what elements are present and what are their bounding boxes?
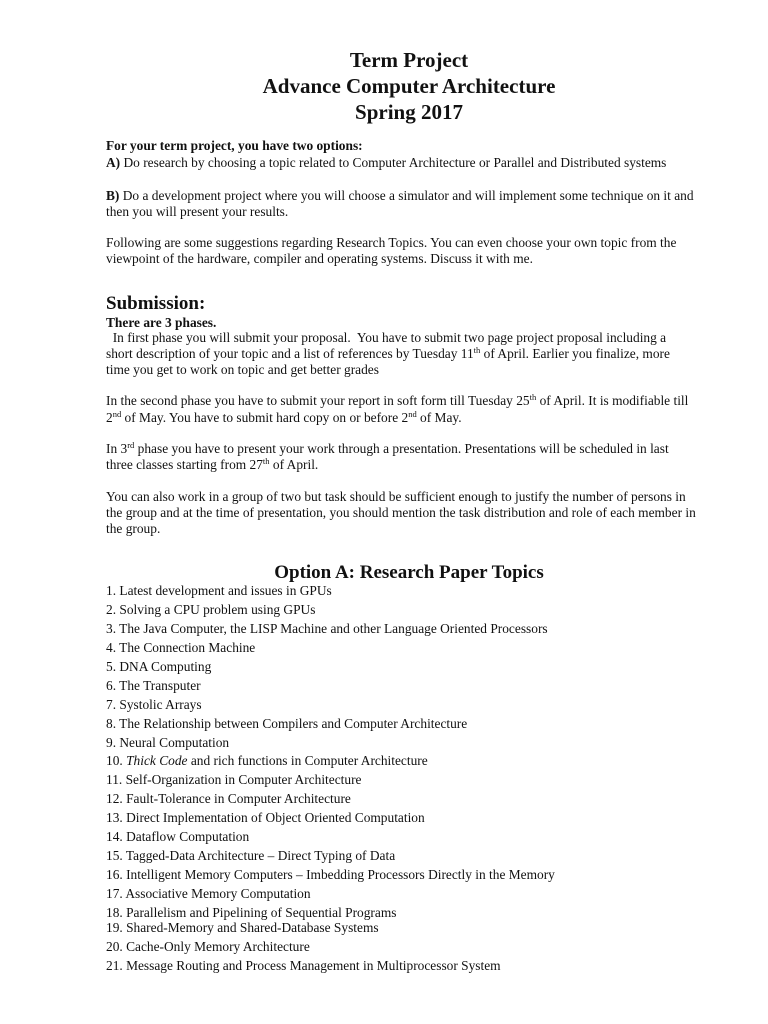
topic-item: 1. Latest development and issues in GPUs bbox=[106, 583, 332, 598]
phase1-line1: In first phase you will submit your proposal. You have to submit two page project proposal including a bbox=[106, 330, 667, 345]
phase3-line2 bbox=[106, 457, 318, 473]
topic-item: 8. The Relationship between Compilers and Computer Architecture bbox=[106, 716, 468, 731]
topic-item: 9. Neural Computation bbox=[106, 735, 230, 750]
phase3-line1-a: In 3 bbox=[106, 441, 128, 456]
phase1-sup: th bbox=[473, 345, 481, 355]
phase2-line1-text: In the second phase you have to submit your report in soft form till Tuesday 25 bbox=[106, 393, 530, 408]
title-term-project: Term Project bbox=[349, 48, 469, 72]
group-line3: the group. bbox=[106, 521, 161, 536]
options-heading: For your term project, you have two options: bbox=[106, 138, 363, 153]
suggestions-line2: viewpoint of the hardware, compiler and operating systems. Discuss it with me. bbox=[106, 251, 533, 266]
phase3-line2-b: of April. bbox=[269, 457, 319, 472]
topic-item: 16. Intelligent Memory Computers – Imbedding Processors Directly in the Memory bbox=[106, 867, 555, 882]
phase3-line1 bbox=[106, 441, 669, 457]
phase1-line3: time you get to work on topic and get better grades bbox=[106, 362, 379, 377]
group-line1: You can also work in a group of two but task should be sufficient enough to justify the number of persons in bbox=[106, 489, 686, 504]
option-a-text: Do research by choosing a topic related to Computer Architecture or Parallel and Distributed systems bbox=[120, 155, 667, 170]
topic-item: 2. Solving a CPU problem using GPUs bbox=[106, 602, 316, 617]
option-b-text1: Do a development project where you will choose a simulator and will implement some technique on it and bbox=[119, 188, 694, 203]
group-line2: the group and at the time of presentation, you should mention the task distribution and role of each member in bbox=[106, 505, 696, 520]
phase2-sup: th bbox=[529, 392, 537, 402]
title-semester: Spring 2017 bbox=[355, 100, 463, 124]
phase3-sup: rd bbox=[127, 440, 135, 450]
phase1-line2 bbox=[106, 346, 670, 362]
topic-item-10-rest: and rich functions in Computer Architecture bbox=[187, 753, 428, 768]
phase1-line2-text: short description of your topic and a list of references by Tuesday 11 bbox=[106, 346, 474, 361]
topic-item: 21. Message Routing and Process Management in Multiprocessor System bbox=[106, 958, 501, 973]
option-b-line1 bbox=[106, 188, 694, 204]
topic-item: 14. Dataflow Computation bbox=[106, 829, 250, 844]
submission-heading: Submission: bbox=[106, 293, 206, 314]
title-course: Advance Computer Architecture bbox=[262, 74, 556, 98]
option-b-label: B) bbox=[106, 188, 120, 203]
phase2-line2-b: of May. You have to submit hard copy on or before 2 bbox=[121, 410, 409, 425]
phase3-line2-a: three classes starting from 27 bbox=[106, 457, 263, 472]
phases-heading: There are 3 phases. bbox=[106, 315, 217, 330]
topic-item: 7. Systolic Arrays bbox=[106, 697, 202, 712]
phase2-sup-nd1: nd bbox=[112, 409, 122, 419]
topic-item: 4. The Connection Machine bbox=[106, 640, 256, 655]
phase1-line2-end: of April. Earlier you finalize, more bbox=[480, 346, 670, 361]
topic-item: 3. The Java Computer, the LISP Machine and other Language Oriented Processors bbox=[106, 621, 548, 636]
topic-item: 12. Fault-Tolerance in Computer Architecture bbox=[106, 791, 351, 806]
topic-item: 17. Associative Memory Computation bbox=[106, 886, 311, 901]
topic-item: 20. Cache-Only Memory Architecture bbox=[106, 939, 310, 954]
topic-item-10-italic: Thick Code bbox=[126, 753, 188, 768]
topic-item: 15. Tagged-Data Architecture – Direct Typing of Data bbox=[106, 848, 396, 863]
topic-item: 6. The Transputer bbox=[106, 678, 201, 693]
topic-item: 19. Shared-Memory and Shared-Database Systems bbox=[106, 920, 379, 935]
phase3-sup-th: th bbox=[262, 456, 270, 466]
topic-item-10 bbox=[106, 753, 428, 769]
topic-item: 11. Self-Organization in Computer Architecture bbox=[106, 772, 362, 787]
topic-item: 5. DNA Computing bbox=[106, 659, 212, 674]
suggestions-line1: Following are some suggestions regarding Research Topics. You can even choose your own topic from the bbox=[106, 235, 677, 250]
option-a-line bbox=[106, 155, 666, 171]
option-b-line2: then you will present your results. bbox=[106, 204, 289, 219]
phase3-line1-b: phase you have to present your work through a presentation. Presentations will be scheduled in last bbox=[134, 441, 669, 456]
phase2-line2-c: of May. bbox=[416, 410, 462, 425]
phase2-line2-a: 2 bbox=[106, 410, 113, 425]
topic-item: 13. Direct Implementation of Object Oriented Computation bbox=[106, 810, 425, 825]
phase2-line1-end: of April. It is modifiable till bbox=[536, 393, 689, 408]
topics-heading: Option A: Research Paper Topics bbox=[274, 562, 544, 583]
option-a-label: A) bbox=[106, 155, 121, 170]
topic-item: 18. Parallelism and Pipelining of Sequential Programs bbox=[106, 905, 397, 920]
topic-item-10-number: 10. bbox=[106, 753, 127, 768]
phase2-sup-nd2: nd bbox=[408, 409, 417, 419]
phase2-line2 bbox=[106, 410, 462, 426]
phase2-line1 bbox=[106, 393, 688, 409]
